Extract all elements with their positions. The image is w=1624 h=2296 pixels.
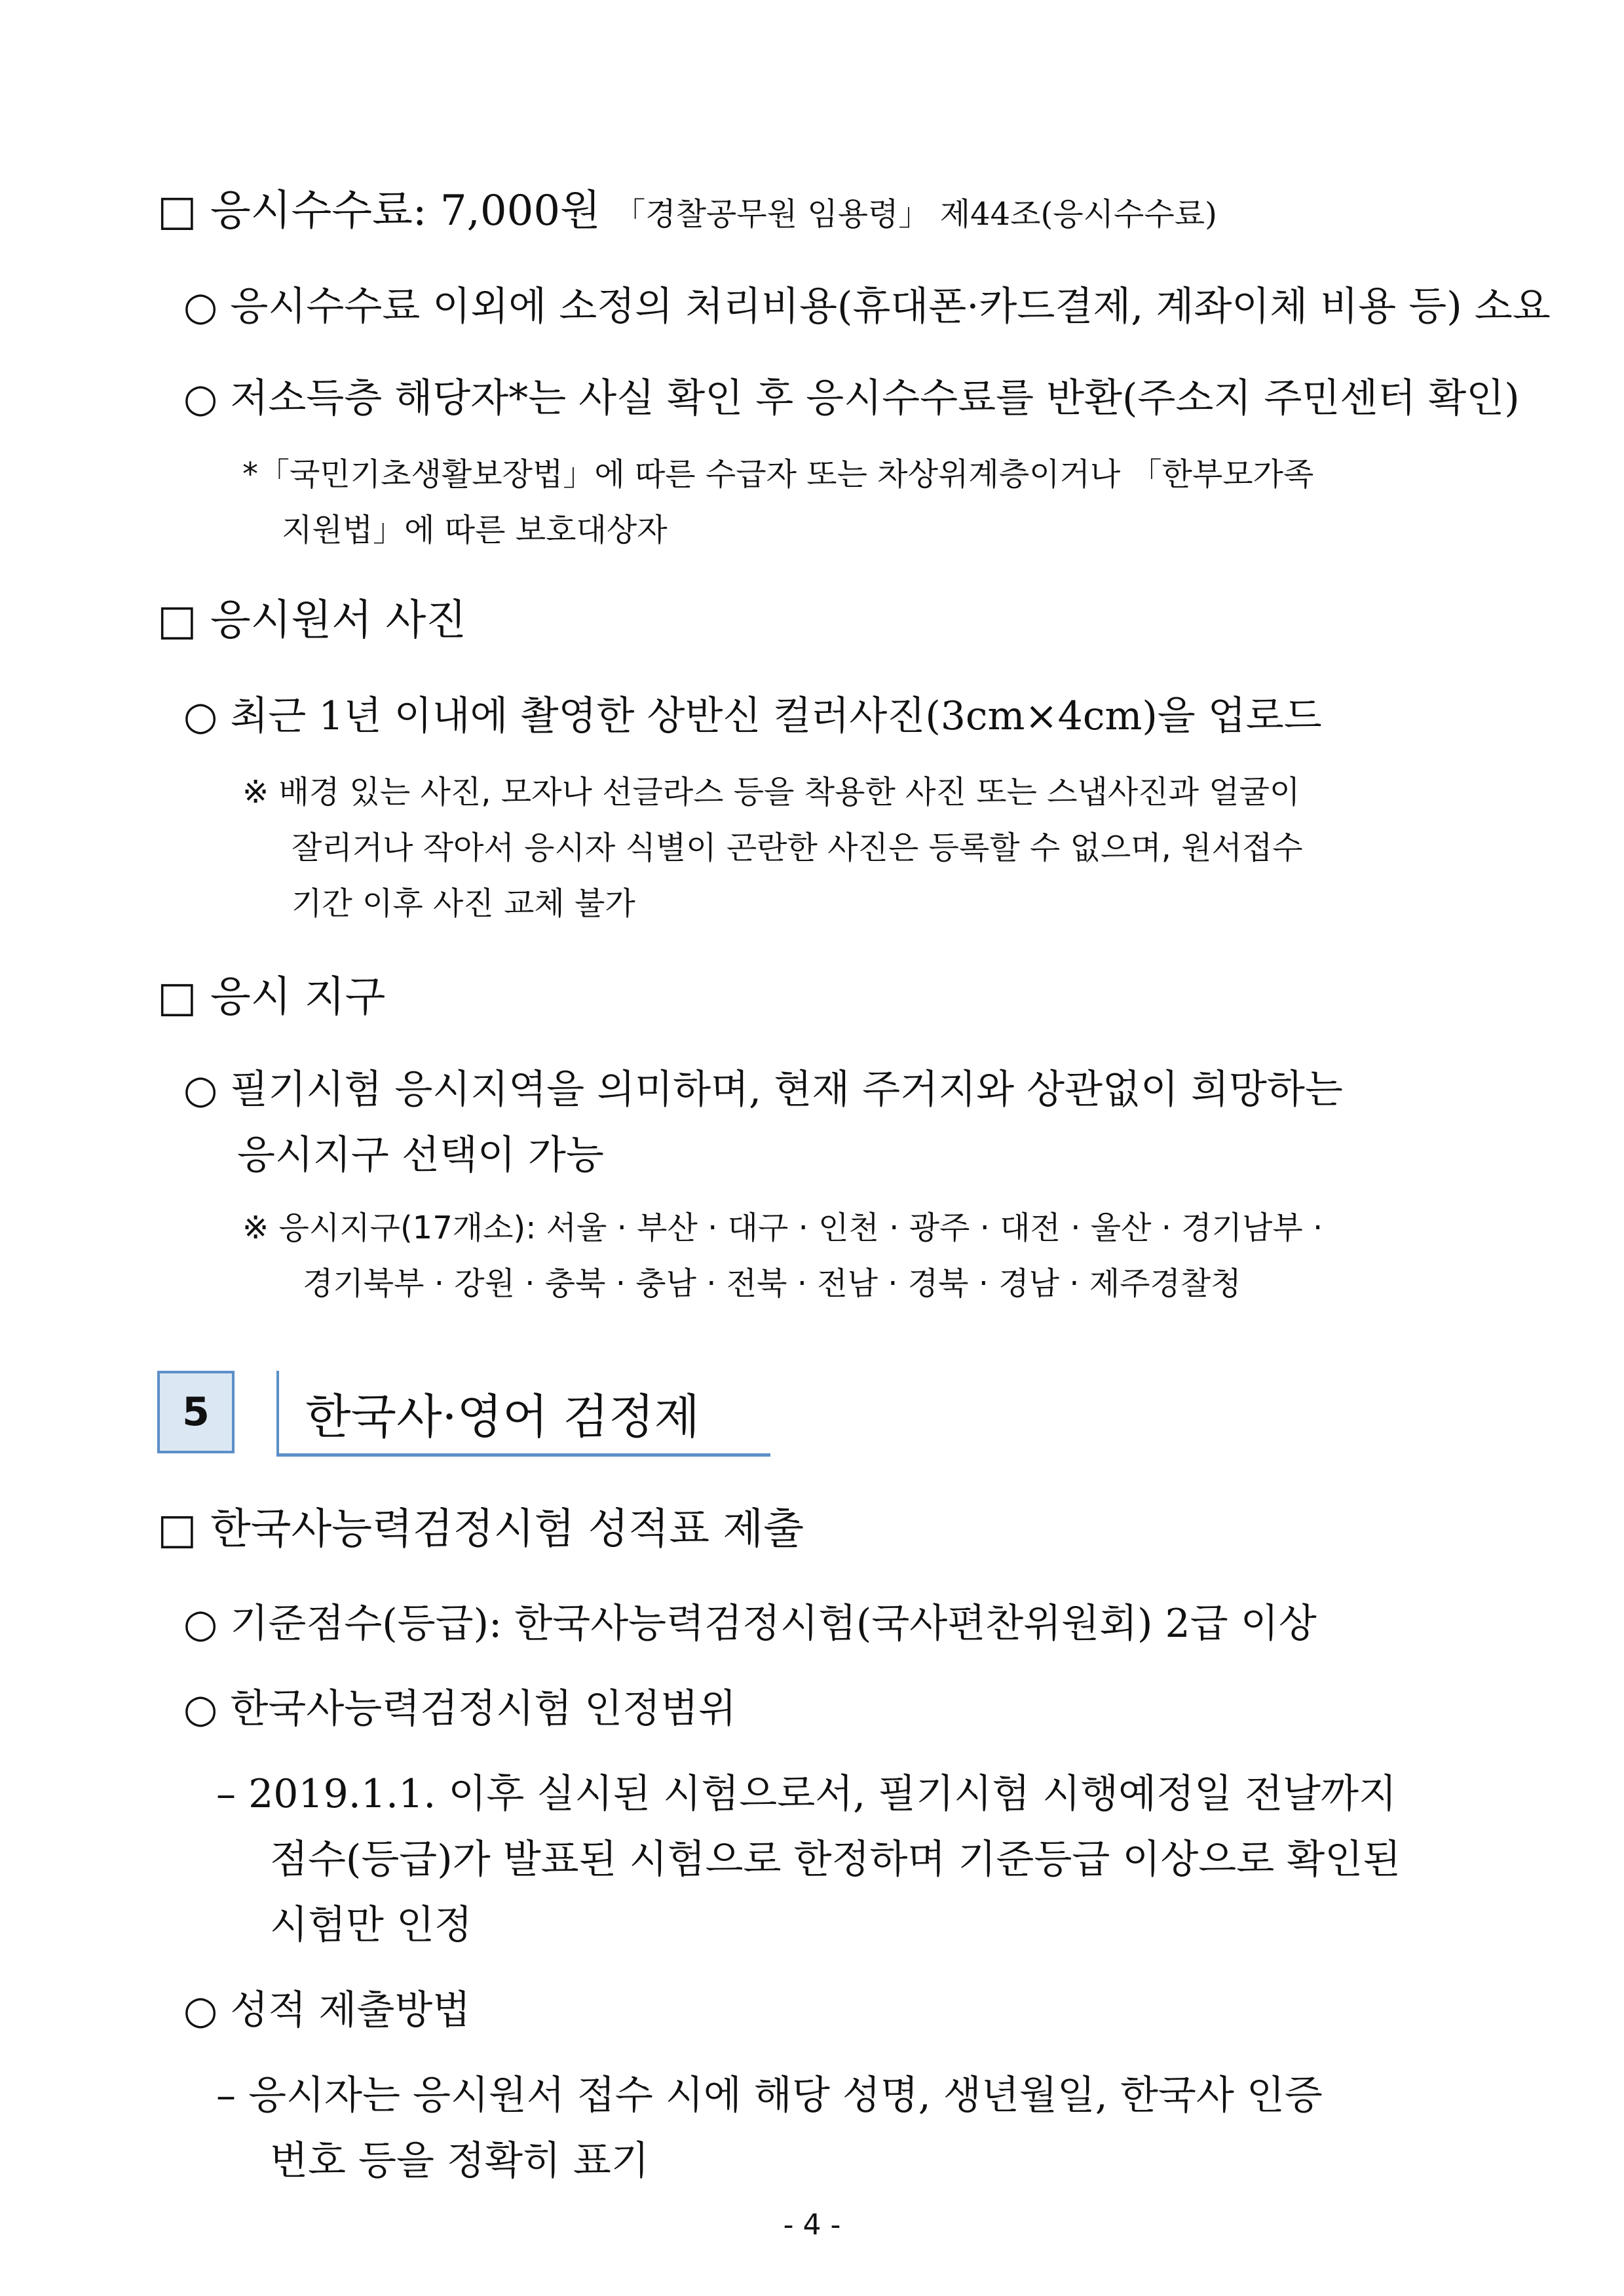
fee-heading-ref: 「경찰공무원 임용령」 제44조(응시수수료) <box>614 196 1217 233</box>
fee-footnote-line-2: 지원법」에 따른 보호대상자 <box>282 512 668 548</box>
history-bullet-3: ○ 성적 제출방법 <box>183 1987 471 2033</box>
section-title-underline <box>276 1453 770 1457</box>
photo-note-line-3: 기간 이후 사진 교체 불가 <box>292 885 635 922</box>
district-note-line-1: ※ 응시지구(17개소): 서울 · 부산 · 대구 · 인천 · 광주 · 대전 · 울산 · 경기남부 · <box>242 1210 1323 1246</box>
page-number: - 4 - <box>783 2208 841 2242</box>
district-note-line-2: 경기북부 · 강원 · 충북 · 충남 · 전북 · 전남 · 경북 · 경남 · 제주경찰청 <box>303 1265 1241 1302</box>
history-dash-1-line-2: 점수(등급)가 발표된 시험으로 한정하며 기준등급 이상으로 확인된 <box>270 1837 1401 1883</box>
photo-heading: □ 응시원서 사진 <box>157 596 467 645</box>
section-number: 5 <box>182 1389 210 1435</box>
history-dash-2-line-2: 번호 등을 정확히 표기 <box>270 2138 649 2184</box>
photo-bullet-1: ○ 최근 1년 이내에 촬영한 상반신 컬러사진(3cm×4cm)을 업로드 <box>183 693 1322 739</box>
history-heading: □ 한국사능력검정시험 성적표 제출 <box>157 1505 804 1554</box>
history-dash-1-line-3: 시험만 인정 <box>270 1902 472 1948</box>
section-title-vertical-rule <box>276 1371 279 1456</box>
history-dash-1-line-1: – 2019.1.1. 이후 실시된 시험으로서, 필기시험 시행예정일 전날까지 <box>216 1771 1397 1817</box>
fee-heading <box>157 177 1217 237</box>
fee-bullet-2: ○ 저소득층 해당자*는 사실 확인 후 응시수수료를 반환(주소지 주민센터 확인) <box>183 375 1520 421</box>
fee-footnote-line-1: *「국민기초생활보장법」에 따른 수급자 또는 차상위계층이거나 「한부모가족 <box>242 456 1314 493</box>
photo-note-line-1: ※ 배경 있는 사진, 모자나 선글라스 등을 착용한 사진 또는 스냅사진과 얼굴이 <box>242 774 1300 811</box>
history-bullet-2: ○ 한국사능력검정시험 인정범위 <box>183 1686 736 1732</box>
photo-note-line-2: 잘리거나 작아서 응시자 식별이 곤란한 사진은 등록할 수 없으며, 원서접수 <box>292 830 1303 866</box>
district-bullet-1-line-1: ○ 필기시험 응시지역을 의미하며, 현재 주거지와 상관없이 희망하는 <box>183 1067 1343 1113</box>
section-title: 한국사·영어 검정제 <box>305 1389 700 1444</box>
fee-heading-text: □ 응시수수료: 7,000원 <box>157 187 601 235</box>
history-dash-2-line-1: – 응시자는 응시원서 접수 시에 해당 성명, 생년월일, 한국사 인증 <box>216 2073 1323 2118</box>
history-bullet-1: ○ 기준점수(등급): 한국사능력검정시험(국사편찬위원회) 2급 이상 <box>183 1601 1317 1647</box>
section-number-badge <box>157 1371 235 1453</box>
district-heading: □ 응시 지구 <box>157 973 386 1022</box>
district-bullet-1-line-2: 응시지구 선택이 가능 <box>237 1132 604 1178</box>
fee-bullet-1: ○ 응시수수료 이외에 소정의 처리비용(휴대폰·카드결제, 계좌이체 비용 등) 소요 <box>183 284 1551 330</box>
